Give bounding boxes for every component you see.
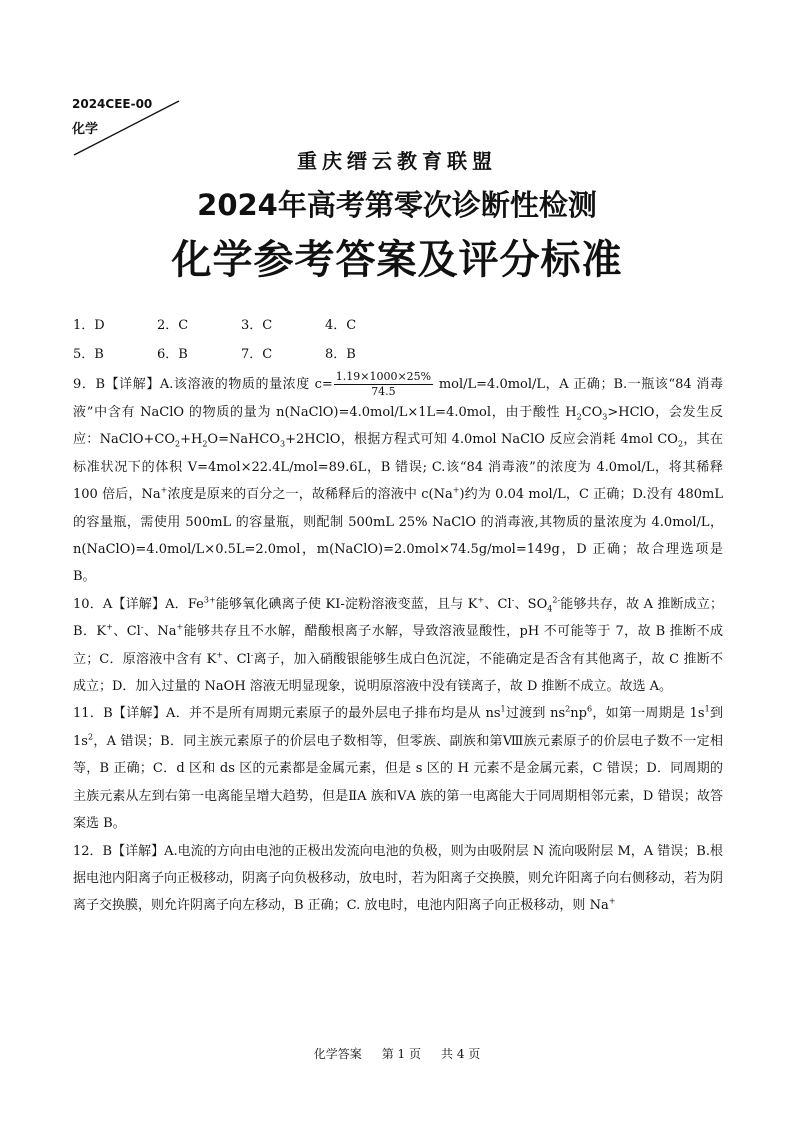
answer-item: 6．B	[157, 347, 188, 362]
answer-item: 1．D	[73, 318, 105, 333]
question-11-explanation: 11．B【详解】A．并不是所有周期元素原子的最外层电子排布均是从 $ns^1$过渡到 $ns^2np^6$，如第一周期是 $1s^1$到 $1s^2$，A 错误；B．同主族元素原子的价层电子数相等，但零族、副族和第Ⅷ族元素原子的价层电子数不一定相等，B 正确；C．d 区和 ds 区的元素都是金属元素，但是 s 区的 H 元素不是金属元素，C 错误；D．同周期的主族元素从左到右第一电离能呈增大趋势，但是ⅡA 族和ⅤA 族的第一电离能大于同周期相邻元素，D 错误；故答案选 B。	[73, 705, 723, 832]
answer-item: 3．C	[241, 318, 273, 333]
answer-item: 2．C	[157, 318, 189, 333]
organization-title: 重庆缙云教育联盟	[297, 149, 497, 173]
exam-code: 2024CEE-00	[72, 97, 153, 111]
answer-item: 4．C	[325, 318, 357, 333]
footer-subject: 化学答案	[313, 1047, 362, 1061]
answer-content	[73, 312, 723, 920]
answer-item: 7．C	[241, 347, 273, 362]
concentration-fraction: $\frac{1.19\times 1000\times 25\%}{74.5}$	[335, 370, 432, 398]
exam-title: 2024年高考第零次诊断性检测	[197, 188, 597, 222]
page-footer	[0, 1045, 794, 1062]
question-12-explanation: 12．B【详解】A.电流的方向由电池的正极出发流向电池的负极，则为由吸附层 N 流向吸附层 M，A 错误；B.根据电池内阳离子向正极移动，阴离子向负极移动，放电时，若为阳离子交换膜，则允许阳离子向右侧移动，若为阴离子交换膜，则允许阴离子向左移动，B 正确；C. 放电时，电池内阳离子向正极移动，则 Na+	[73, 843, 724, 914]
footer-page-number: 第 1 页	[381, 1047, 421, 1061]
document-title: 化学参考答案及评分标准	[171, 237, 623, 283]
answer-row	[73, 341, 723, 370]
answer-item: 5．B	[73, 347, 104, 362]
exam-subject: 化学	[72, 122, 99, 137]
question-9-explanation: 9．B【详解】A.该溶液的物质的量浓度 c= $\frac{1.19\times 1000\times 25\%}{74.5}$ mol/L=4.0mol/L，A 正确；B.一瓶该“84 消毒液”中含有 NaClO 的物质的量为 n(NaClO)=4.0mol/L×1L=4.0mol，由于酸性 $H_2CO_3>HClO$，会发生反应：$NaClO+CO_2+H_2O=NaHCO_3+2HClO$，根据方程式可知 4.0mol NaClO 反应会消耗 4mol $CO_2$，其在标准状况下的体积 V=4mol×22.4L/mol=89.6L，B 错误; C.该“84 消毒液”的浓度为 4.0mol/L，将其稀释 100 倍后，Na+浓度是原来的百分之一，故稀释后的溶液中 c(Na+)约为 0.04 mol/L，C 正确；D.没有 480mL 的容量瓶，需使用 500mL 的容量瓶，则配制 500mL 25% NaClO 的消毒液,其物质的量浓度为 4.0mol/L，n(NaClO)=4.0mol/L×0.5L=2.0mol，m(NaClO)=2.0mol×74.5g/mol=149g，D 正确；故合理选项是 B。	[73, 370, 724, 585]
answer-row	[73, 312, 723, 341]
footer-total-pages: 共 4 页	[441, 1047, 481, 1061]
question-10-explanation: 10．A【详解】A．$Fe^{3+}$能够氧化碘离子使 KI-淀粉溶液变蓝，且与 K+、Cl-、$SO_4^{2-}$能够共存，故 A 推断成立；B．K+、Cl-、Na+能够共存且不水解，醋酸根离子水解，导致溶液显酸性，pH 不可能等于 7，故 B 推断不成立；C．原溶液中含有 K+、Cl-离子，加入硝酸银能够生成白色沉淀，不能确定是否含有其他离子，故 C 推断不成立；D．加入过量的 NaOH 溶液无明显现象，说明原溶液中没有镁离子，故 D 推断不成立。故选 A。	[73, 595, 724, 695]
answer-item: 8．B	[325, 347, 356, 362]
